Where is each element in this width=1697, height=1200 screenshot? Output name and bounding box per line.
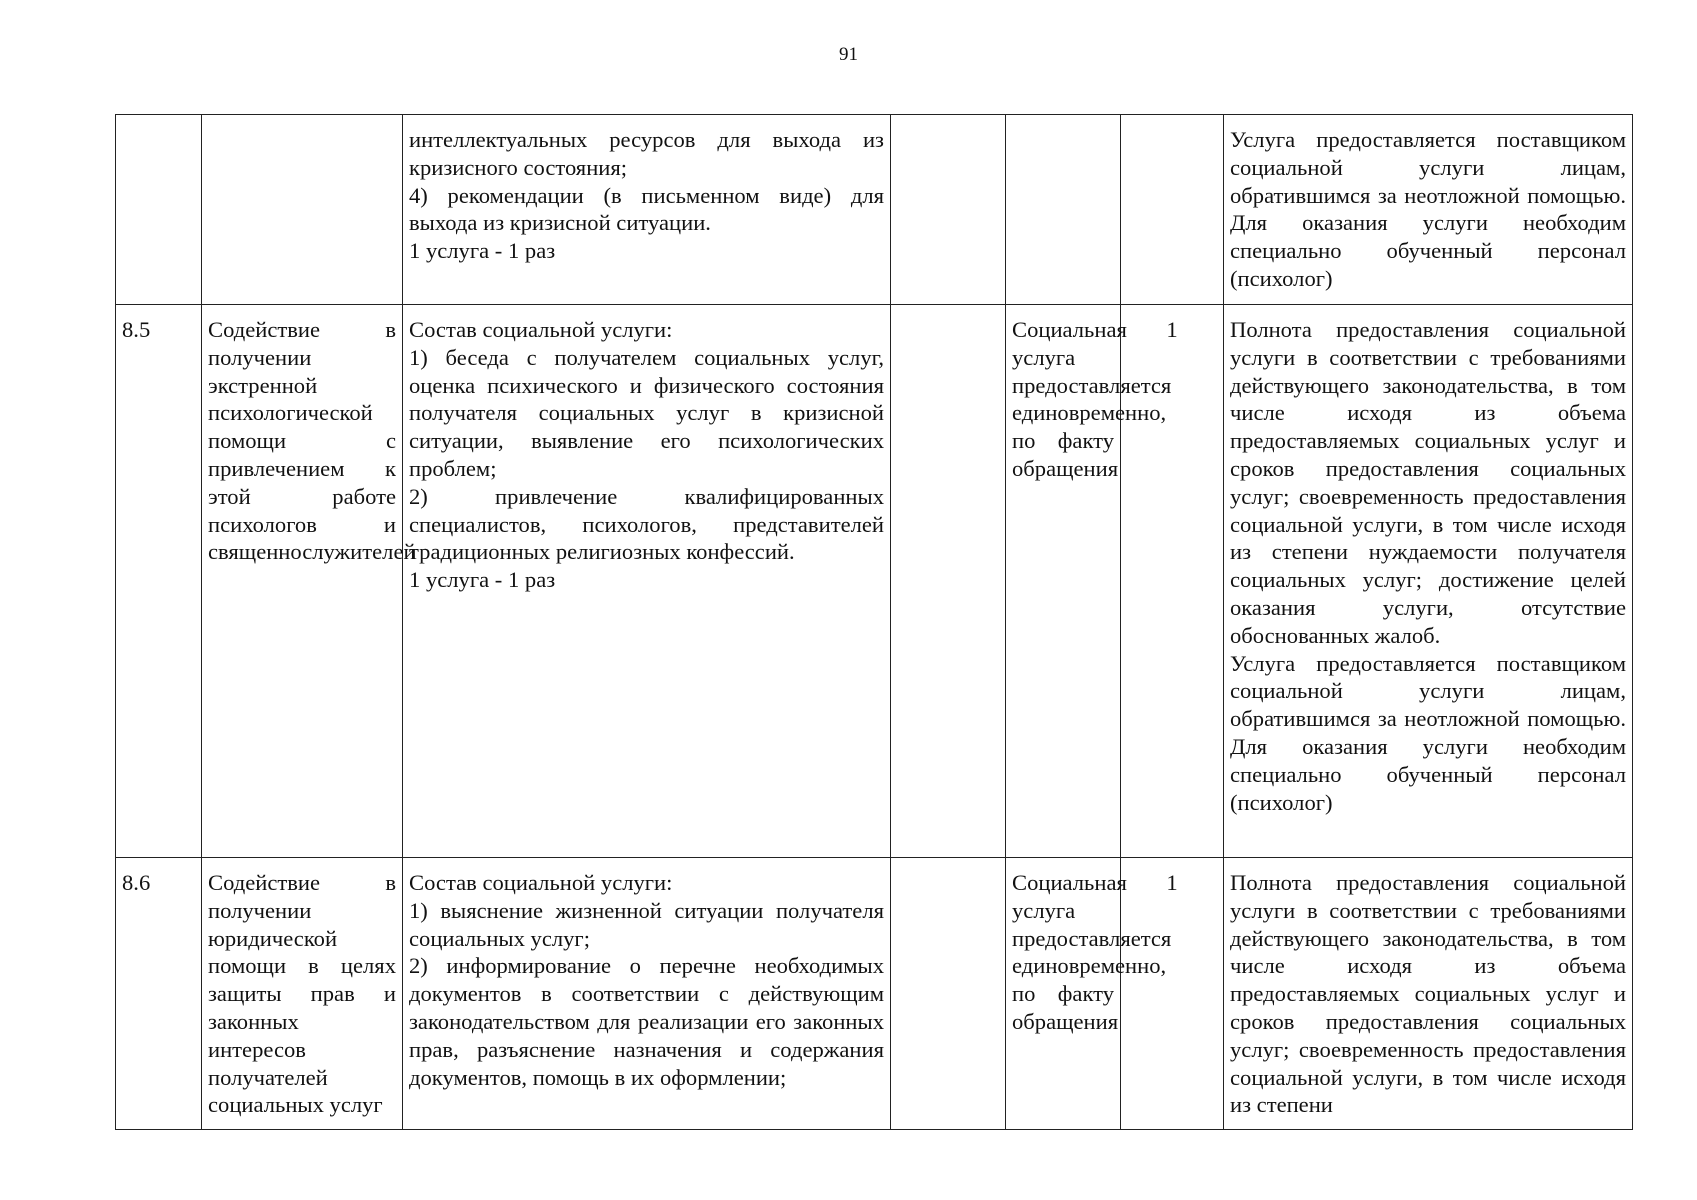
- table-row: [116, 115, 1633, 305]
- service-content-paragraph: 4) рекомендации (в письменном виде) для выхода из кризисной ситуации.: [409, 182, 884, 236]
- service-name-paragraph: Содействие в получении юридической помощи в целях защиты прав и законных интересов получателей социальных услуг: [208, 870, 396, 1118]
- service-content-cell: [403, 858, 891, 1130]
- service-content-cell: [403, 115, 891, 305]
- service-name-cell: [202, 858, 403, 1130]
- empty-cell: [891, 305, 1006, 858]
- service-count-cell: [1121, 115, 1224, 305]
- service-name-paragraph: Содействие в получении экстренной психологической помощи с привлечением к этой работе психологов и священнослужителей: [208, 317, 416, 565]
- service-count-cell: 1: [1121, 305, 1224, 858]
- service-period-cell: [1006, 115, 1121, 305]
- service-number-cell: [116, 115, 202, 305]
- service-quality-cell: [1224, 115, 1633, 305]
- service-period-paragraph: Социальная услуга предоставляется единовременно, по факту обращения: [1012, 870, 1172, 1034]
- service-content-cell: [403, 305, 891, 858]
- service-content-paragraph: Состав социальной услуги:: [409, 870, 673, 895]
- table-row: [116, 858, 1633, 1130]
- service-period-paragraph: Социальная услуга предоставляется единовременно, по факту обращения: [1012, 317, 1172, 481]
- service-content-paragraph: Состав социальной услуги:: [409, 317, 673, 342]
- table-row: [116, 305, 1633, 858]
- service-content-paragraph: 1 услуга - 1 раз: [409, 238, 556, 264]
- service-period-cell: [1006, 305, 1172, 858]
- service-period-cell: [1006, 858, 1172, 1130]
- service-content-paragraph: 2) привлечение квалифицированных специалистов, психологов, представителей традиционных религиозных конфессий.: [409, 483, 884, 565]
- empty-cell: [891, 858, 1006, 1130]
- page-number: 91: [839, 44, 858, 65]
- service-quality-cell: [1224, 858, 1633, 1130]
- service-content-paragraph: 1) беседа с получателем социальных услуг, оценка психического и физического состояния получателя социальных услуг в кризисной ситуации, выявление его психологических проблем;: [409, 344, 884, 481]
- service-content-paragraph: 1 услуга - 1 раз: [409, 567, 556, 593]
- service-quality-paragraph: Полнота предоставления социальной услуги в соответствии с требованиями действующего законодательства, в том числе исходя из объема предоставляемых социальных услуг и сроков предоставления социальных услуг; своевременность предоставления социальной услуги, в том числе исходя из степени нуждаемости получателя социальных услуг; достижение целей оказания услуги, отсутствие обоснованных жалоб.: [1230, 317, 1626, 648]
- service-number-cell: 8.6: [116, 858, 202, 1130]
- service-quality-cell: [1224, 305, 1633, 858]
- service-content-paragraph: 2) информирование о перечне необходимых документов в соответствии с действующим законодательством для реализации его законных прав, разъяснение назначения и содержания документов, помощь в их оформлении;: [409, 953, 884, 1090]
- service-name-cell: [202, 115, 403, 305]
- service-quality-paragraph: Услуга предоставляется поставщиком социальной услуги лицам, обратившимся за неотложной помощью. Для оказания услуги необходим специально обученный персонал (психолог): [1230, 127, 1626, 291]
- service-content-paragraph: 1) выяснение жизненной ситуации получателя социальных услуг;: [409, 897, 884, 951]
- service-name-cell: [202, 305, 416, 858]
- service-quality-paragraph: Услуга предоставляется поставщиком социальной услуги лицам, обратившимся за неотложной помощью. Для оказания услуги необходим специально обученный персонал (психолог): [1230, 650, 1626, 815]
- service-quality-paragraph: Полнота предоставления социальной услуги в соответствии с требованиями действующего законодательства, в том числе исходя из объема предоставляемых социальных услуг и сроков предоставления социальных услуг; своевременность предоставления социальной услуги, в том числе исходя из степени: [1230, 870, 1626, 1118]
- services-table: [115, 114, 1633, 1130]
- service-number-cell: 8.5: [116, 305, 202, 858]
- service-count-cell: 1: [1121, 858, 1224, 1130]
- empty-cell: [891, 115, 1006, 305]
- service-content-paragraph: интеллектуальных ресурсов для выхода из кризисного состояния;: [409, 127, 884, 180]
